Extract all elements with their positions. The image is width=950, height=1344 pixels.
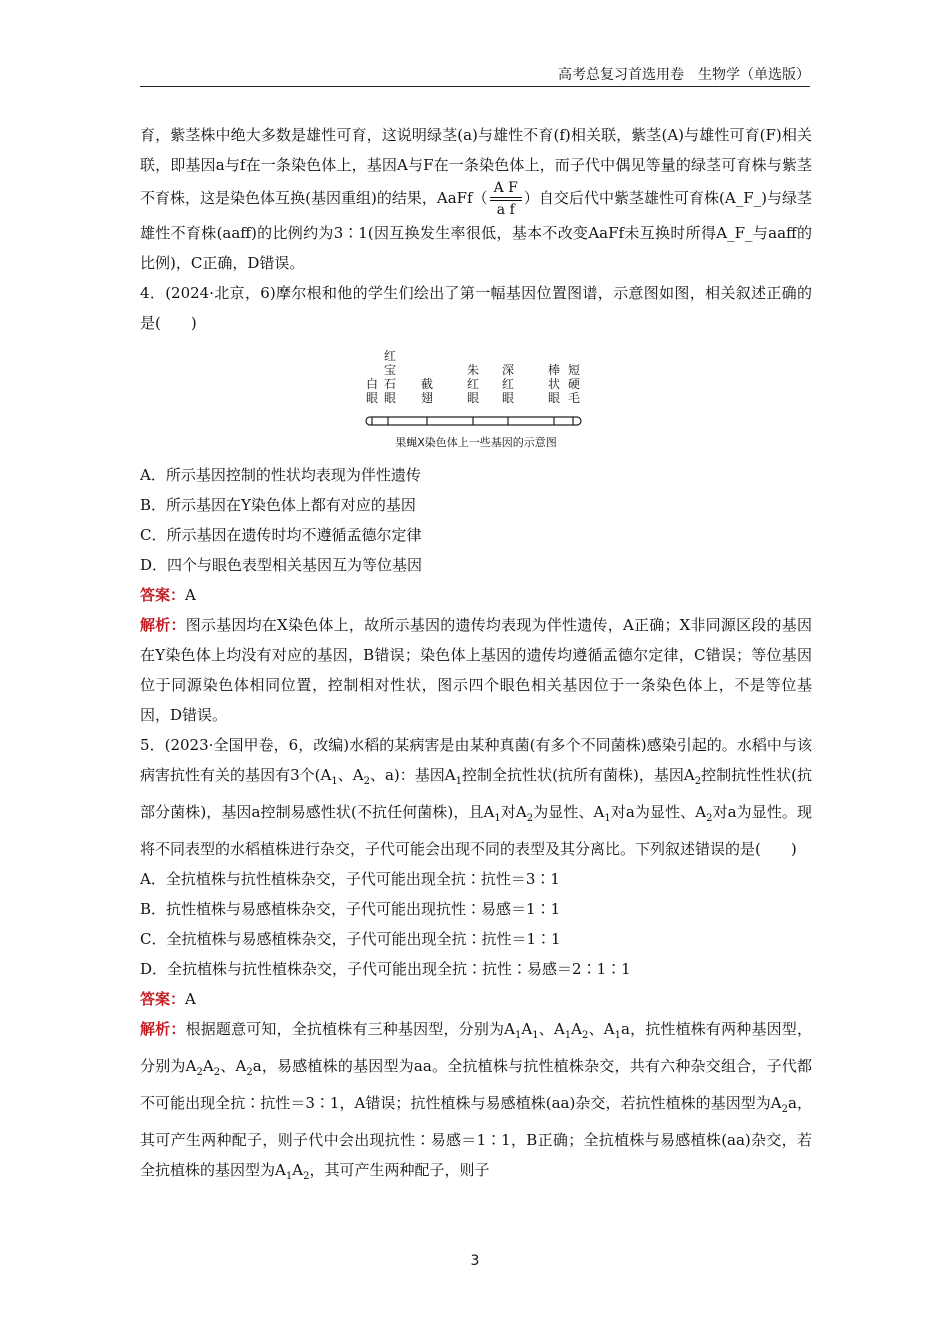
q5-stem: 5．(2023·全国甲卷，6，改编)水稻的某病害是由某种真菌(有多个不同菌株)感染引起的。水稻中与该病害抗性有关的基因有3个($A_1$、$A_2$、a)：基因$A_1$控制全抗性状(抗所有菌株)，基因$A_2$控制抗性性状(抗部分菌株)，基因a控制易感性状(不抗任何菌株)，且$A_1$对$A_2$为显性、$A_1$对a为显性、$A_2$对a为显性。现将不同表型的水稻植株进行杂交，子代可能会出现不同的表型及其分离比。下列叙述错误的是( ) (140, 736, 812, 858)
chromosome-svg (140, 344, 812, 436)
continued-explanation (140, 120, 812, 278)
gene-label-vermilion-eye: 朱红眼 (467, 363, 480, 405)
q4-option-b: B．所示基因在Y染色体上都有对应的基因 (140, 496, 416, 514)
answer-value: A (185, 586, 196, 604)
answer-label: 答案： (140, 990, 186, 1008)
q5-option-d: D．全抗植株与抗性植株杂交，子代可能出现全抗∶抗性∶易感＝2∶1∶1 (140, 960, 631, 978)
explanation-text: 图示基因均在X染色体上，故所示基因的遗传均表现为伴性遗传，A正确；X非同源区段的基因在Y染色体上均没有对应的基因，B错误；染色体上基因的遗传均遵循孟德尔定律，C错误；等位基因位于同源染色体相同位置，控制相对性状，图示四个眼色相关基因位于一条染色体上，不是等位基因，D错误。 (140, 616, 812, 724)
q4-option-d: D．四个与眼色表型相关基因互为等位基因 (140, 556, 423, 574)
page-header: 高考总复习首选用卷 生物学（单选版） (558, 67, 810, 83)
genotype-bottom: a f (496, 202, 515, 218)
q5-explanation: 解析：根据题意可知，全抗植株有三种基因型，分别为$A_1A_1$、$A_1A_2$、$A_1a$，抗性植株有两种基因型，分别为$A_2A_2$、$A_2a$，易感植株的基因型为aa。全抗植株与抗性植株杂交，共有六种杂交组合，子代都不可能出现全抗∶抗性＝3∶1，A错误；抗性植株与易感植株(aa)杂交，若抗性植株的基因型为$A_2a$，其可产生两种配子，则子代中会出现抗性∶易感＝1∶1，B正确；全抗植株与易感植株(aa)杂交，若全抗植株的基因型为$A_1A_2$，其可产生两种配子，则子 (140, 1020, 812, 1182)
q5-option-b: B．抗性植株与易感植株杂交，子代可能出现抗性∶易感＝1∶1 (140, 900, 561, 918)
figure-caption: 果蝇X染色体上一些基因的示意图 (395, 436, 557, 449)
chromosome-figure (140, 344, 812, 454)
gene-label-carmine-eye: 深红眼 (502, 363, 515, 405)
genotype-suffix: ）自交后代中紫茎雄性可育株(A_F_)与绿茎雄性不育株(aaff)的比例约为3∶1(因互换发生率很低，基本不改变AaFf未互换时所得A_F_与aaff的比例)，C正确，D错误。 (140, 189, 812, 272)
page-number: 3 (470, 1253, 480, 1269)
header-rule (140, 86, 810, 87)
continued-text: 育，紫茎株中绝大多数是雄性可育，这说明绿茎(a)与雄性不育(f)相关联，紫茎(A)与雄性可育(F)相关联，即基因a与f在一条染色体上，基因A与F在一条染色体上，而子代中偶见等量的绿茎可育株与紫茎不育株，这是染色体互换(基因重组)的结果， (140, 126, 812, 207)
gene-label-ruby-eye: 红宝石眼 (384, 349, 397, 405)
explanation-label: 解析： (140, 616, 186, 634)
explanation-label: 解析： (140, 1020, 186, 1038)
genotype-prefix: AaFf（ (436, 189, 488, 207)
gene-label-bar-eye: 棒状眼 (548, 363, 561, 405)
q4-option-c: C．所示基因在遗传时均不遵循孟德尔定律 (140, 526, 422, 544)
genotype-diagram (490, 180, 522, 218)
answer-label: 答案： (140, 586, 186, 604)
genotype-top: A F (493, 180, 518, 196)
gene-label-cut-wing: 截翅 (421, 377, 434, 405)
q4-option-a: A．所示基因控制的性状均表现为伴性遗传 (140, 466, 421, 484)
q4-answer (140, 580, 812, 610)
gene-label-short-bristle: 短硬毛 (568, 363, 581, 405)
q5-option-c: C．全抗植株与易感植株杂交，子代可能出现全抗∶抗性＝1∶1 (140, 930, 561, 948)
q5-option-a: A．全抗植株与抗性植株杂交，子代可能出现全抗∶抗性＝3∶1 (140, 870, 560, 888)
q4-stem: 4．(2024·北京，6)摩尔根和他的学生们绘出了第一幅基因位置图谱，示意图如图，相关叙述正确的是( ) (140, 284, 812, 332)
q4-explanation (140, 610, 812, 730)
gene-label-white-eye: 白眼 (366, 377, 379, 405)
q5-answer (140, 984, 812, 1014)
answer-value: A (185, 990, 196, 1008)
page-content (140, 120, 812, 1192)
